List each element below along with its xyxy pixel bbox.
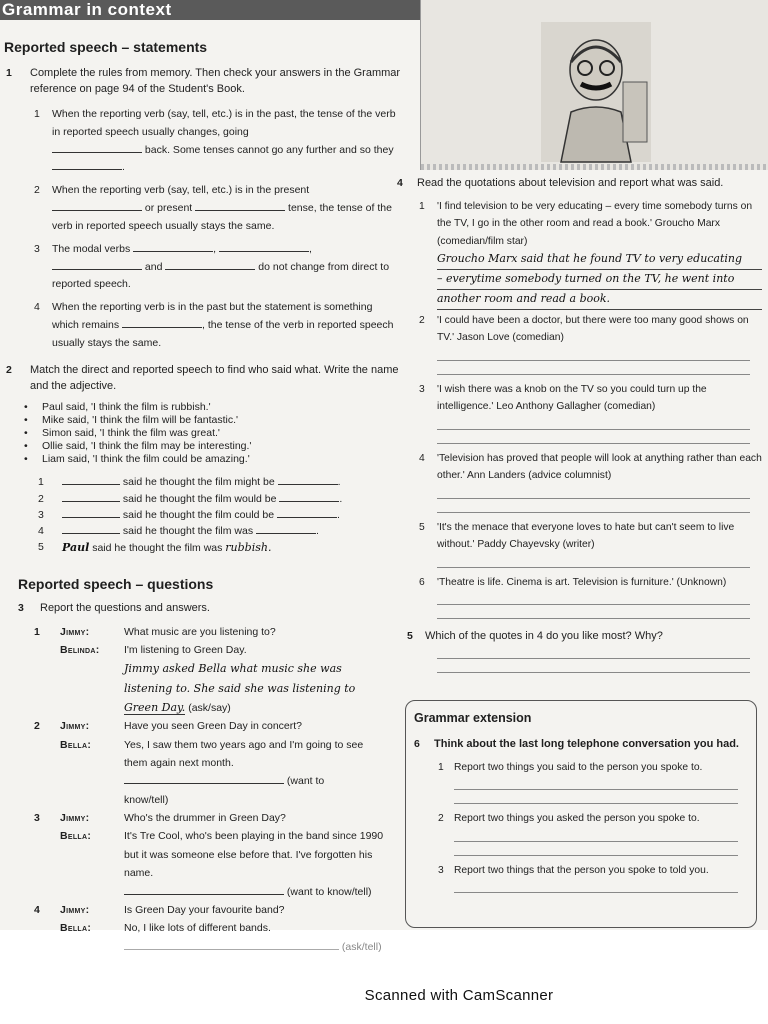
verb-hint: (want to know/tell): [286, 885, 372, 898]
quote-6: [395, 574, 768, 592]
answer-blank[interactable]: [277, 507, 337, 518]
dialogue-list: [0, 623, 410, 957]
rule-2: [0, 182, 410, 236]
answer-line[interactable]: [437, 645, 750, 659]
match-row: 3 said he thought the film could be .: [0, 507, 410, 523]
dialogue-number: 1: [34, 625, 40, 638]
answer-blank[interactable]: [124, 939, 339, 950]
extension-item-3: [406, 862, 756, 880]
question-text: Think about the last long telephone conversation you had.: [434, 738, 739, 750]
quote-number: 2: [419, 314, 425, 326]
verb-hint: (ask/say): [188, 701, 231, 714]
speaker-label: Jimmy:: [60, 625, 90, 638]
handwritten-answer: another room and read a book.: [437, 290, 762, 310]
dialogue-line: Yes, I saw them two years ago and I'm going to see them again next month.: [124, 738, 364, 769]
quote-number: 6: [419, 576, 425, 588]
answer-line[interactable]: [437, 416, 750, 430]
question-number: 1: [6, 67, 12, 79]
dialogue-line: Who's the drummer in Green Day?: [124, 812, 286, 825]
quote-text: 'Theatre is life. Cinema is art. Television is furniture.' (Unknown): [437, 576, 727, 588]
question-number: 5: [407, 630, 413, 642]
dialogue-2: [0, 717, 410, 735]
quote-3: [395, 381, 768, 416]
dialogue-line: No, I like lots of different bands.: [124, 922, 271, 935]
answer-line[interactable]: [437, 430, 750, 444]
answer-line[interactable]: [437, 554, 750, 568]
answer-line[interactable]: [437, 591, 750, 605]
match-row: [0, 539, 410, 556]
question-number: 4: [397, 177, 403, 189]
handwritten-answer: rubbish.: [225, 541, 272, 555]
dialogue-line: Have you seen Green Day in concert?: [124, 720, 303, 733]
item-number: 2: [438, 813, 444, 825]
answer-blank[interactable]: [62, 523, 120, 534]
item-text: Report two things you asked the person you spoke to.: [454, 813, 700, 825]
row-text: said he thought the film was: [122, 525, 254, 538]
rule-text: tense, the tense of the verb in reported speech usually stays the same.: [52, 202, 392, 232]
extension-item-2: [406, 810, 756, 828]
answer-line[interactable]: [437, 659, 750, 673]
quote-1: [395, 198, 768, 310]
row-number: 1: [38, 476, 44, 489]
list-item: • Mike said, 'I think the film will be fantastic.': [42, 414, 410, 427]
answer-line[interactable]: [437, 499, 750, 513]
verb-hint: (ask/tell): [341, 940, 382, 953]
dialogue-line: I'm listening to Green Day.: [124, 643, 247, 656]
dialogue-3: [0, 809, 410, 827]
answer-blank[interactable]: [52, 200, 142, 211]
answer-line[interactable]: [454, 828, 738, 842]
quote-text: 'It's the menace that everyone loves to hate but can't seem to live without.' Paddy Chayevsky (writer): [437, 521, 735, 550]
speaker-label: Belinda:: [60, 643, 100, 656]
handwritten-answer: Groucho Marx said that he found TV to very educating: [437, 250, 762, 270]
match-rows: [0, 474, 410, 556]
dialogue-line: What music are you listening to?: [124, 625, 276, 638]
left-column: [0, 28, 410, 956]
list-item: • Paul said, 'I think the film is rubbish.': [42, 401, 410, 414]
question-text: Match the direct and reported speech to find who said what. Write the name and the adjective.: [30, 363, 399, 392]
row-text: said he thought the film might be: [122, 476, 275, 489]
right-questions: [395, 176, 768, 673]
rule-3: 3 The modal verbs , , and do not change from direct to reported speech.: [34, 242, 390, 291]
answer-blank[interactable]: [122, 317, 202, 328]
answer-blank[interactable]: [278, 474, 338, 485]
answer-blank[interactable]: [195, 200, 285, 211]
quote-number: 4: [419, 452, 425, 464]
quote-2: [395, 312, 768, 347]
rule-text: When the reporting verb (say, tell, etc.) is in the past, the tense of the verb in reported speech usually changes, going: [52, 107, 396, 138]
quote-list: [0, 401, 410, 467]
match-row: 1 said he thought the film might be .: [0, 474, 410, 490]
dialogue-4-reply: [0, 919, 410, 956]
rule-1: [0, 106, 410, 177]
answer-blank[interactable]: [133, 241, 213, 252]
rule-4: [0, 299, 410, 353]
speaker-label: Jimmy:: [60, 812, 90, 825]
page-title: Grammar in context: [2, 0, 172, 19]
item-text: Report two things you said to the person you spoke to.: [454, 761, 703, 773]
quote-number: 3: [419, 383, 425, 395]
section-title-questions: Reported speech – questions: [18, 575, 214, 592]
answer-blank[interactable]: [52, 259, 142, 270]
verb-hint: (want to know/tell): [124, 775, 325, 806]
answer-blank[interactable]: [52, 159, 122, 170]
rule-text: .: [122, 161, 125, 174]
answer-line[interactable]: [454, 776, 738, 790]
list-item: • Liam said, 'I think the film could be amazing.': [42, 453, 410, 466]
question-number: 3: [18, 601, 24, 614]
quote-4: [395, 450, 768, 485]
question-text: Complete the rules from memory. Then check your answers in the Grammar reference on page 94 of the Student's Book.: [30, 67, 401, 95]
item-number: 1: [438, 761, 444, 773]
answer-line[interactable]: [437, 347, 750, 361]
item-text: Report two things that the person you spoke to told you.: [454, 864, 709, 876]
quote-5: [395, 519, 768, 554]
rule-number: 2: [34, 184, 40, 197]
answer-blank[interactable]: [62, 491, 120, 502]
rule-text: When the reporting verb (say, tell, etc.) is in the present: [52, 184, 310, 197]
quote-text: 'Television has proved that people will look at anything rather than each other.' Ann Landers (advice columnist): [437, 452, 762, 481]
quote-text: 'I wish there was a knob on the TV so you could turn up the intelligence.' Leo Anthony Gallagher (comedian): [437, 383, 707, 412]
answer-line[interactable]: [437, 361, 750, 375]
rule-number: 3: [34, 242, 40, 255]
section-title-statements: Reported speech – statements: [4, 39, 208, 55]
handwritten-answer: – everytime somebody turned on the TV, he went into: [437, 270, 762, 290]
dialogue-1-reply: [0, 641, 410, 717]
speaker-label: Bella:: [60, 738, 92, 751]
dialogue-number: 3: [34, 812, 40, 825]
rule-text: back. Some tenses cannot go any further and so they: [144, 143, 394, 156]
rule-text: do not change from direct to reported speech.: [52, 260, 390, 291]
answer-line[interactable]: [454, 790, 738, 804]
quote-text: 'I could have been a doctor, but there were too many good shows on TV.' Jason Love (comedian): [437, 314, 749, 343]
handwritten-answer: listening to. She said she was listening to: [124, 681, 356, 695]
portrait-illustration: [541, 22, 651, 162]
question-5: [395, 629, 768, 645]
dialogue-line: It's Tre Cool, who's been playing in the band since 1990 but it was someone else before that. I've forgotten his name.: [124, 830, 384, 880]
dialogue-4: [0, 901, 410, 919]
answer-line[interactable]: [454, 842, 738, 856]
match-row: 2 said he thought the film would be .: [0, 491, 410, 507]
answer-blank[interactable]: [52, 142, 142, 153]
answer-blank[interactable]: [279, 491, 339, 502]
question-2: [0, 363, 410, 395]
question-number: 2: [6, 363, 12, 376]
list-item: • Ollie said, 'I think the film may be interesting.': [42, 440, 410, 453]
answer-blank[interactable]: [124, 884, 284, 895]
row-number: 3: [38, 508, 44, 521]
answer-blank[interactable]: [165, 259, 255, 270]
dialogue-2-reply: [0, 736, 410, 810]
grammar-extension-box: [405, 700, 757, 928]
question-text: Read the quotations about television and report what was said.: [417, 177, 724, 189]
item-number: 3: [438, 864, 444, 876]
answer-blank[interactable]: [62, 474, 120, 485]
torn-edge: [421, 164, 768, 170]
rule-number: 4: [34, 301, 40, 314]
rule-text: or present: [144, 202, 193, 215]
answer-blank[interactable]: [124, 773, 284, 784]
row-number: 2: [38, 492, 44, 505]
quote-number: 5: [419, 521, 425, 533]
row-text: said he thought the film would be: [122, 492, 277, 505]
answer-blank[interactable]: [256, 523, 316, 534]
extension-title: Grammar extension: [414, 711, 532, 725]
illustration: [420, 0, 768, 170]
rule-text: and: [144, 260, 163, 273]
speaker-label: Bella:: [60, 922, 92, 935]
rule-text: , the tense of the verb in reported speech usually stays the same.: [52, 319, 394, 349]
rule-text: When the reporting verb is in the past but the statement is something which remains: [52, 301, 373, 332]
list-item: • Simon said, 'I think the film was great.': [42, 427, 410, 440]
row-number: 4: [38, 525, 44, 538]
rule-text: The modal verbs: [52, 242, 131, 255]
handwritten-answer: Green Day.: [124, 700, 186, 714]
answer-line[interactable]: [437, 485, 750, 499]
dialogue-number: 4: [34, 903, 40, 916]
speaker-label: Jimmy:: [60, 720, 90, 733]
answer-blank[interactable]: [219, 241, 309, 252]
question-text: Which of the quotes in 4 do you like most? Why?: [425, 630, 663, 642]
rule-number: 1: [34, 107, 40, 120]
speaker-label: Bella:: [60, 830, 92, 843]
handwritten-answer: Jimmy asked Bella what music she was: [124, 662, 342, 676]
row-text: said he thought the film could be: [122, 508, 275, 521]
dialogue-3-reply: [0, 827, 410, 901]
dialogue-number: 2: [34, 720, 40, 733]
quote-number: 1: [419, 200, 425, 212]
speaker-label: Jimmy:: [60, 903, 90, 916]
question-4: [395, 176, 768, 192]
quote-text: 'I find television to be very educating – every time somebody turns on the TV, I go in the other room and read a book.' Groucho Marx (comedian/film star): [437, 200, 753, 247]
question-6: [406, 737, 756, 753]
row-number: 5: [38, 541, 44, 554]
answer-line[interactable]: [454, 879, 738, 893]
match-row: 4 said he thought the film was .: [0, 523, 410, 539]
question-3: [0, 601, 410, 617]
extension-item-1: [406, 759, 756, 777]
answer-line[interactable]: [437, 605, 750, 619]
scanner-watermark: Scanned with CamScanner: [364, 987, 554, 1004]
question-1: [0, 66, 410, 98]
handwritten-answer: Paul: [62, 541, 90, 555]
dialogue-line: Is Green Day your favourite band?: [124, 903, 285, 916]
dialogue-1: [0, 623, 410, 641]
answer-blank[interactable]: [62, 507, 120, 518]
row-text: said he thought the film was: [92, 542, 223, 555]
question-text: Report the questions and answers.: [40, 601, 210, 614]
question-number: 6: [414, 738, 420, 750]
